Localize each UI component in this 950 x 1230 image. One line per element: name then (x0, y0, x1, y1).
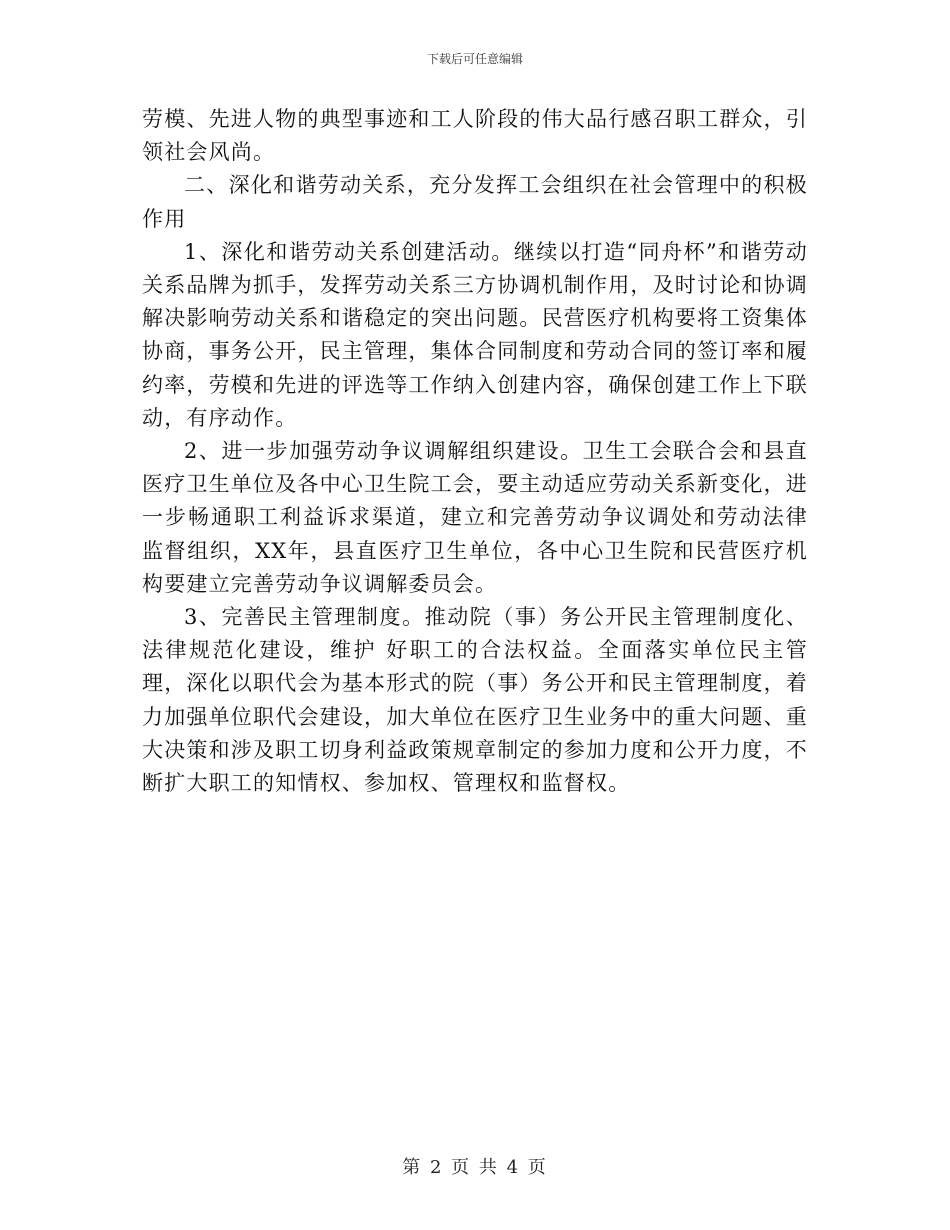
paragraph-continuation: 劳模、先进人物的典型事迹和工人阶段的伟大品行感召职工群众，引领社会风尚。 (142, 107, 808, 165)
section-heading: 二、深化和谐劳动关系，充分发挥工会组织在社会管理中的积极作用 (142, 173, 808, 231)
paragraph-item-2: 2、进一步加强劳动争议调解组织建设。卫生工会联合会和县直医疗卫生单位及各中心卫生院工会，要主动适应劳动关系新变化，进一步畅通职工利益诉求渠道，建立和完善劳动争议调处和劳动法律 监督组织，XX年，县直医疗卫生单位，各中心卫生院和民营医疗机构要建立完善劳动争议调解委员会。 (142, 439, 808, 596)
page-number: 第 2 页 共 4 页 (402, 1157, 548, 1178)
paragraph-item-3: 3、完善民主管理制度。推动院（事）务公开民主管理制度化、法律规范化建设，维护 好职工的合法权益。全面落实单位民主管理，深化以职代会为基本形式的院（事）务公开和民主管理制度，着力加强单位职代会建设，加大单位在医疗卫生业务中的重大问题、重大决策和涉及职工切身利益政策规章制定的参加力度和公开力度，不断扩大职工的知情权、参加权、管理权和监督权。 (142, 605, 808, 796)
page-header-note: 下载后可任意编辑 (426, 52, 523, 66)
document-body (142, 103, 808, 800)
paragraph-item-1: 1、深化和谐劳动关系创建活动。继续以打造“同舟杯”和谐劳动关系品牌为抓手，发挥劳动关系三方协调机制作用，及时讨论和协调解决影响劳动关系和谐稳定的突出问题。民营医疗机构要将工资集体协商，事务公开，民主管理，集体合同制度和劳动合同的签订率和履约率，劳模和先进的评选等工作纳入创建内容，确保创建工作上下联动，有序动作。 (142, 239, 808, 430)
